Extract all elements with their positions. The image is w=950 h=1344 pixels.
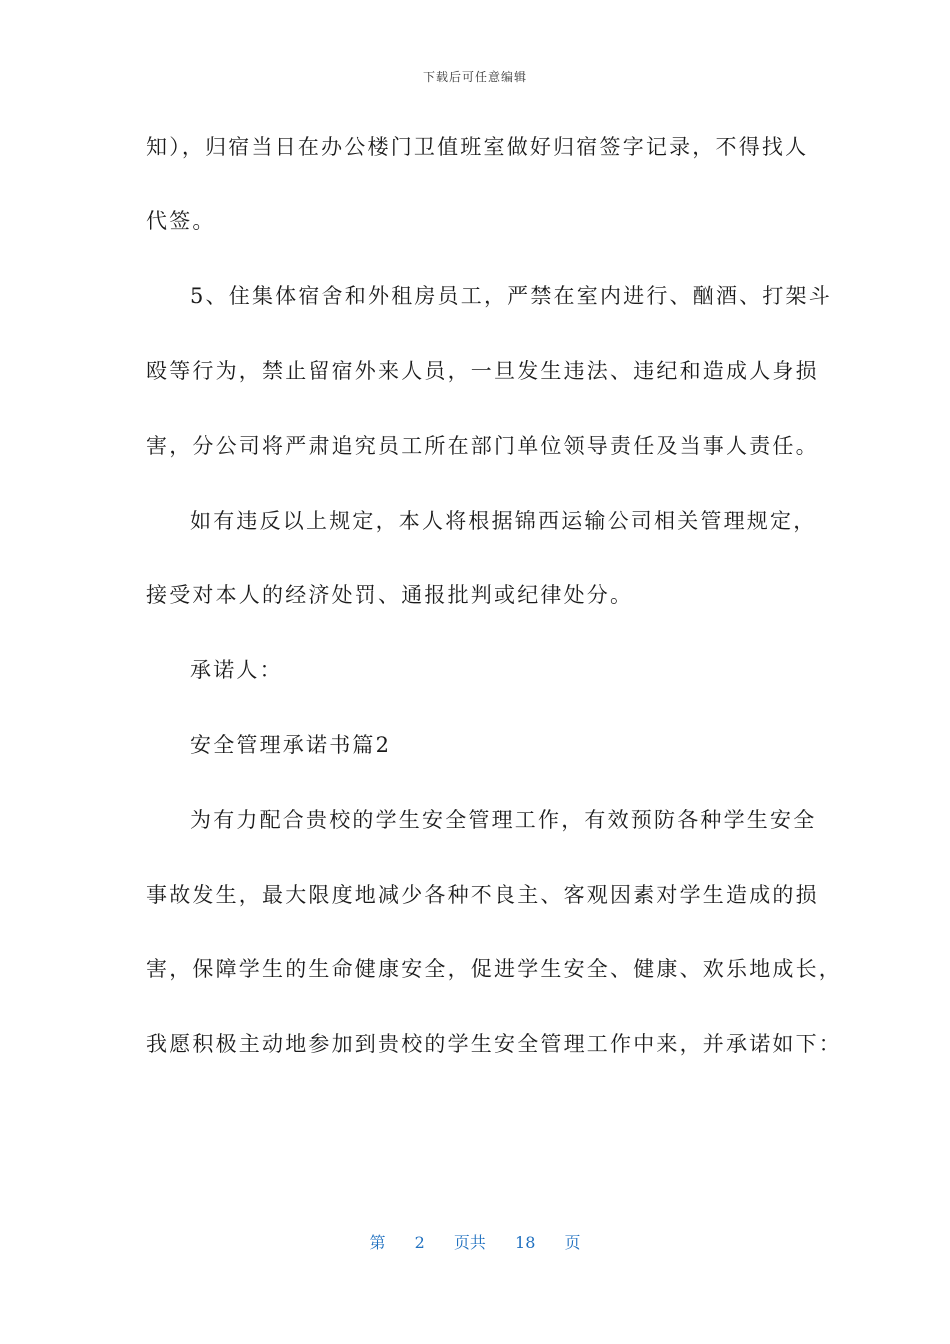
paragraph-line: 如有违反以上规定，本人将根据锦西运输公司相关管理规定， (190, 509, 817, 533)
paragraph-line: 知），归宿当日在办公楼门卫值班室做好归宿签字记录，不得找人 (146, 135, 809, 159)
paragraph-line: 害，保障学生的生命健康安全，促进学生安全、健康、欢乐地成长， (146, 957, 842, 981)
paragraph-line: 殴等行为，禁止留宿外来人员，一旦发生违法、违纪和造成人身损 (146, 359, 819, 383)
paragraph-line: 我愿积极主动地参加到贵校的学生安全管理工作中来，并承诺如下： (146, 1032, 842, 1056)
header-note: 下载后可任意编辑 (422, 70, 527, 84)
page-number-footer (0, 1230, 950, 1253)
section-heading: 安全管理承诺书篇2 (190, 733, 392, 757)
paragraph-line: 为有力配合贵校的学生安全管理工作，有效预防各种学生安全 (190, 808, 817, 832)
total-pages: 18 (515, 1233, 536, 1252)
paragraph-line: 代签。 (146, 209, 216, 233)
current-page: 2 (414, 1233, 425, 1252)
paragraph-line: 5、住集体宿舍和外租房员工，严禁在室内进行、酗酒、打架斗 (190, 284, 832, 308)
signatory-label: 承诺人： (190, 658, 283, 682)
paragraph-line: 事故发生，最大限度地减少各种不良主、客观因素对学生造成的损 (146, 883, 819, 907)
paragraph-line: 害，分公司将严肃追究员工所在部门单位领导责任及当事人责任。 (146, 434, 819, 458)
page-label-mid: 页共 (453, 1233, 486, 1252)
page-label-prefix: 第 (369, 1233, 386, 1252)
page-label-suffix: 页 (564, 1233, 581, 1252)
paragraph-line: 接受对本人的经济处罚、通报批判或纪律处分。 (146, 583, 634, 607)
